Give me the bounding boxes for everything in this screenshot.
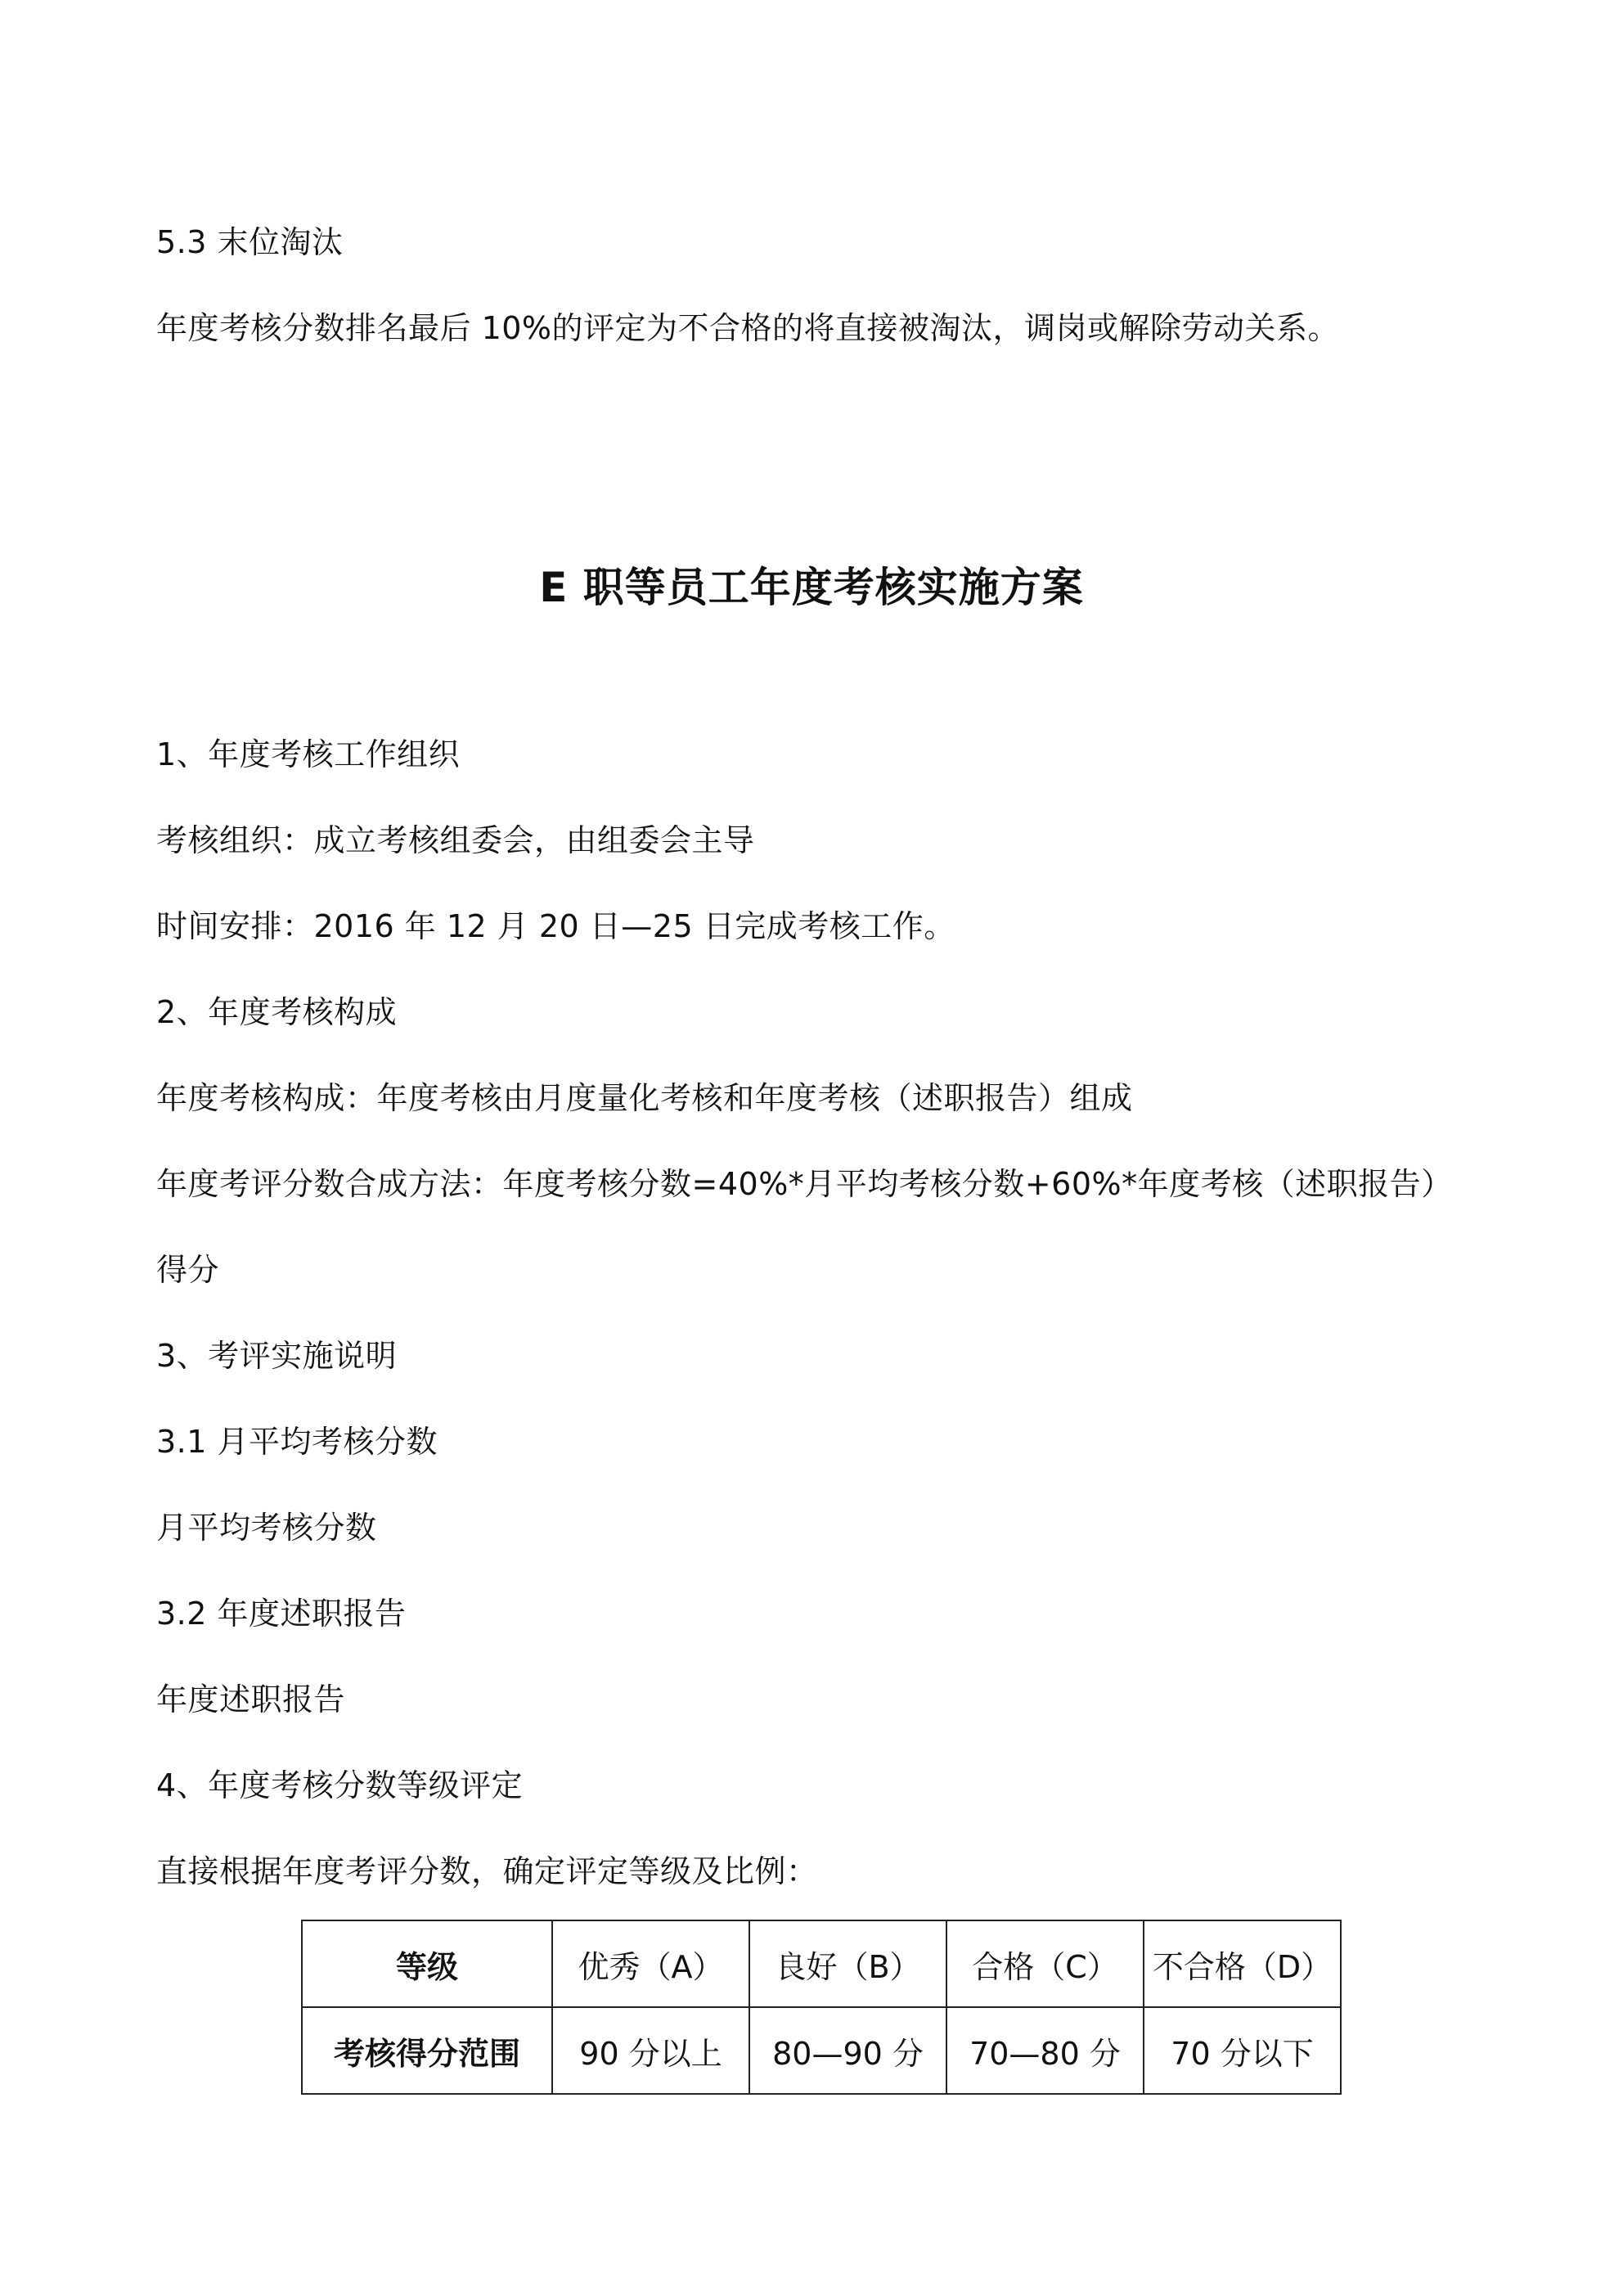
grade-table-row (302, 2007, 1341, 2094)
grade-table-cell: 70 分以下 (1144, 2007, 1341, 2094)
section-5-3-body: 年度考核分数排名最后 10%的评定为不合格的将直接被淘汰，调岗或解除劳动关系。 (156, 310, 1340, 346)
composition-line: 年度考核构成：年度考核由月度量化考核和年度考核（述职报告）组成 (156, 1080, 1133, 1116)
grade-table-cell: 80—90 分 (749, 2007, 946, 2094)
section-3-1-heading: 3.1 月平均考核分数 (156, 1424, 438, 1460)
grade-table-row (302, 1920, 1341, 2007)
assessment-organization-line: 考核组织：成立考核组委会，由组委会主导 (156, 822, 755, 858)
grade-table-cell: 合格（C） (946, 1920, 1144, 2007)
grade-table (301, 1920, 1342, 2095)
section-2-heading: 2、年度考核构成 (156, 994, 398, 1030)
grade-table-cell: 90 分以上 (552, 2007, 749, 2094)
section-3-heading: 3、考评实施说明 (156, 1338, 398, 1374)
document-title: E 职等员工年度考核实施方案 (539, 564, 1084, 611)
section-3-1-body: 月平均考核分数 (156, 1510, 377, 1546)
grade-table-cell: 优秀（A） (552, 1920, 749, 2007)
scoring-method-line: 年度考评分数合成方法：年度考核分数=40%*月平均考核分数+60%*年度考核（述职报告） (156, 1166, 1453, 1202)
grading-intro-line: 直接根据年度考评分数，确定评定等级及比例： (156, 1853, 818, 1889)
section-4-heading: 4、年度考核分数等级评定 (156, 1767, 524, 1803)
grade-table-cell: 良好（B） (749, 1920, 946, 2007)
section-5-3-heading: 5.3 末位淘汰 (156, 224, 344, 260)
grade-table-cell: 70—80 分 (946, 2007, 1144, 2094)
section-1-heading: 1、年度考核工作组织 (156, 736, 461, 772)
grade-table-header-cell: 等级 (302, 1920, 552, 2007)
section-3-2-body: 年度述职报告 (156, 1681, 346, 1717)
grade-table-cell: 不合格（D） (1144, 1920, 1341, 2007)
grade-table-header-cell: 考核得分范围 (302, 2007, 552, 2094)
section-3-2-heading: 3.2 年度述职报告 (156, 1596, 407, 1632)
scoring-method-line-continued: 得分 (156, 1252, 220, 1288)
schedule-line: 时间安排：2016 年 12 月 20 日—25 日完成考核工作。 (156, 908, 955, 944)
